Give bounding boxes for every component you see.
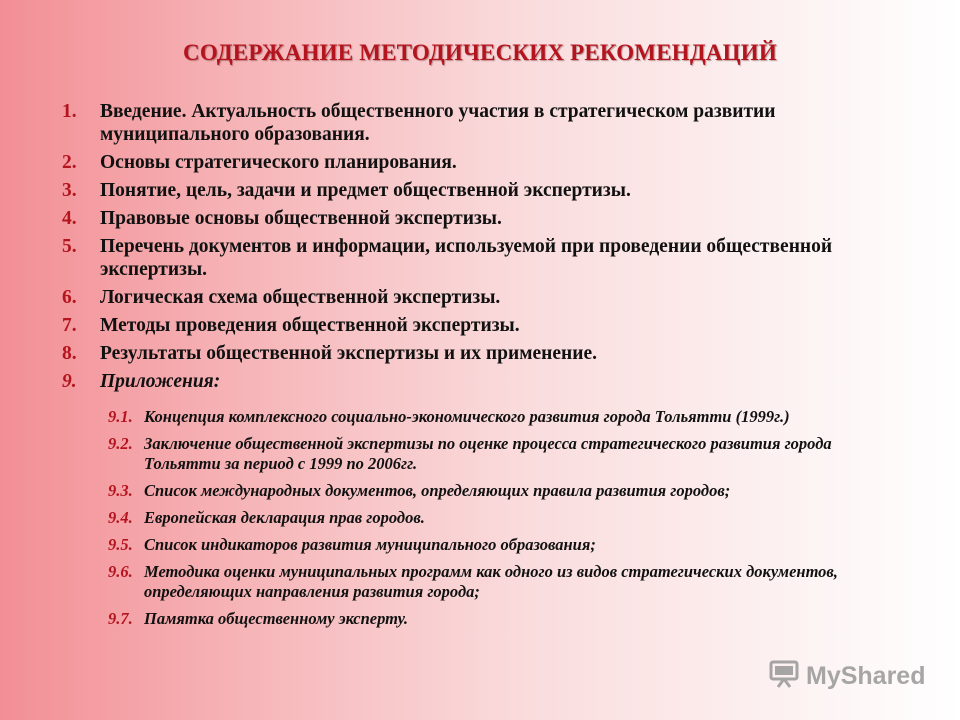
- list-item: [62, 235, 922, 281]
- item-number: 5.: [62, 236, 77, 257]
- list-item: [62, 342, 922, 365]
- watermark-text: MyShared: [806, 661, 926, 690]
- appendix-item: [108, 481, 898, 501]
- appendix-item: [108, 407, 898, 427]
- appendix-text: Заключение общественной экспертизы по оценке процесса стратегического развития города Тольятти за период с 1999 по 2006гг.: [144, 434, 832, 473]
- item-text: Методы проведения общественной экспертизы.: [100, 315, 520, 336]
- item-number: 6.: [62, 287, 77, 308]
- list-item: [62, 100, 922, 146]
- item-number: 9.: [62, 371, 77, 392]
- appendix-list: [108, 407, 898, 636]
- contents-list: [62, 100, 922, 398]
- appendix-item: [108, 434, 898, 474]
- appendix-text: Список международных документов, определяющих правила развития городов;: [144, 481, 731, 500]
- appendix-item: [108, 562, 898, 602]
- item-number: 4.: [62, 208, 77, 229]
- list-item: [62, 179, 922, 202]
- appendix-text: Методика оценки муниципальных программ как одного из видов стратегических документов, определяющих направления развития города;: [144, 562, 838, 601]
- appendix-text: Европейская декларация прав городов.: [144, 508, 425, 527]
- appendix-number: 9.5.: [108, 535, 133, 554]
- appendix-number: 9.3.: [108, 481, 133, 500]
- item-number: 2.: [62, 152, 77, 173]
- watermark-logo: [768, 656, 938, 696]
- list-item: [62, 286, 922, 309]
- appendix-number: 9.1.: [108, 407, 133, 426]
- appendix-number: 9.4.: [108, 508, 133, 527]
- list-item: [62, 314, 922, 337]
- item-text: Правовые основы общественной экспертизы.: [100, 208, 502, 229]
- item-text: Результаты общественной экспертизы и их применение.: [100, 343, 598, 364]
- appendix-number: 9.2.: [108, 434, 133, 453]
- item-text: Приложения:: [100, 371, 221, 392]
- appendix-text: Концепция комплексного социально-экономического развития города Тольятти (1999г.): [144, 407, 790, 426]
- item-number: 8.: [62, 343, 77, 364]
- item-text: Основы стратегического планирования.: [100, 152, 457, 173]
- item-text: Понятие, цель, задачи и предмет общественной экспертизы.: [100, 180, 631, 201]
- appendix-text: Памятка общественному эксперту.: [144, 609, 408, 628]
- item-number: 7.: [62, 315, 77, 336]
- item-number: 3.: [62, 180, 77, 201]
- presentation-board-icon: [768, 657, 800, 696]
- appendix-item: [108, 609, 898, 629]
- item-text: Логическая схема общественной экспертизы.: [100, 287, 501, 308]
- appendix-item: [108, 508, 898, 528]
- appendix-item: [108, 535, 898, 555]
- appendix-number: 9.6.: [108, 562, 133, 581]
- list-item: [62, 207, 922, 230]
- appendix-number: 9.7.: [108, 609, 133, 628]
- item-text: Перечень документов и информации, используемой при проведении общественной экспертизы.: [100, 236, 833, 280]
- list-item-appendices: [62, 370, 922, 393]
- appendix-text: Список индикаторов развития муниципального образования;: [144, 535, 596, 554]
- list-item: [62, 151, 922, 174]
- item-number: 1.: [62, 101, 77, 122]
- slide-title: СОДЕРЖАНИЕ МЕТОДИЧЕСКИХ РЕКОМЕНДАЦИЙ: [183, 40, 777, 65]
- item-text: Введение. Актуальность общественного участия в стратегическом развитии муниципального образования.: [100, 101, 776, 145]
